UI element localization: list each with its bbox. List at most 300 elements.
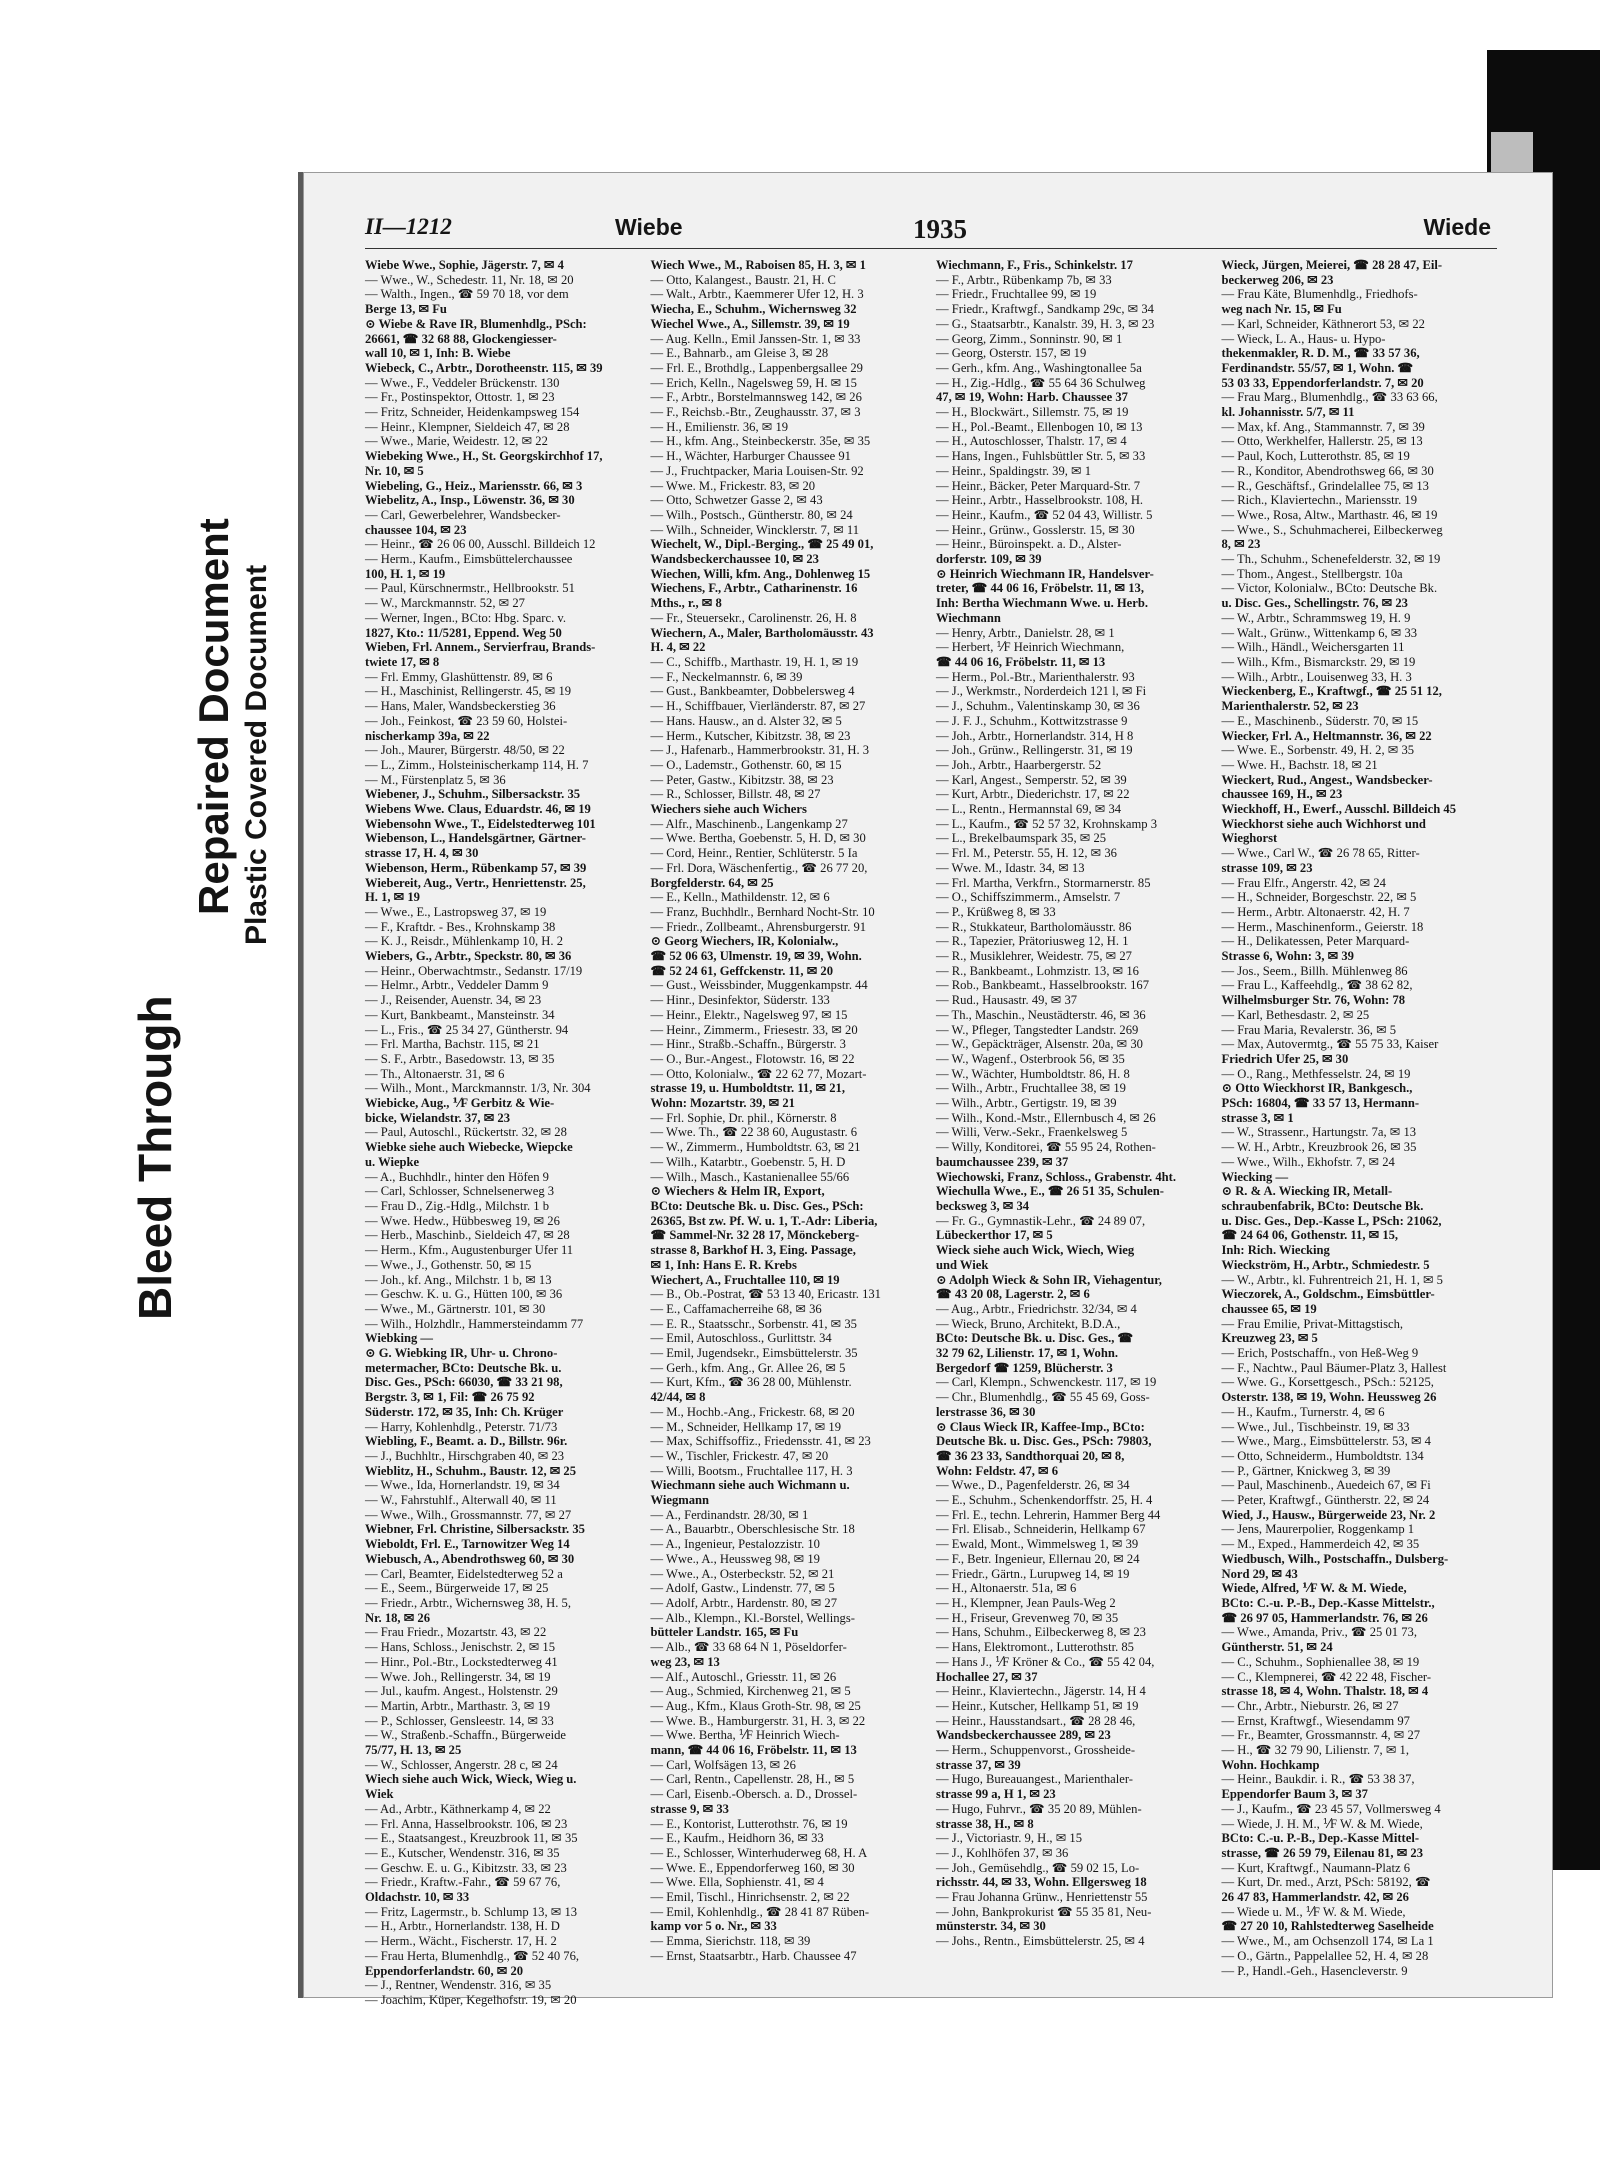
directory-entry-line: ⊙ G. Wiebking IR, Uhr- u. Chrono- xyxy=(365,1346,558,1361)
directory-entry-line: — L., Brekelbaumspark 35, ✉ 25 xyxy=(936,831,1107,846)
directory-entry-line: — H., Arbtr., Hornerlandstr. 138, H. D xyxy=(365,1919,560,1934)
directory-entry-line: twiete 17, ✉ 8 xyxy=(365,654,440,669)
directory-entry-line: — W., Arbtr., Schrammsweg 19, H. 9 xyxy=(1221,610,1411,625)
directory-entry-line: Wieghorst xyxy=(1221,831,1278,846)
directory-entry-line: — R., Musiklehrer, Weidestr. 75, ✉ 27 xyxy=(936,949,1132,964)
directory-entry-line: — Georg, Zimm., Sonninstr. 90, ✉ 1 xyxy=(936,331,1123,346)
directory-entry-line: — Carl, Rentn., Capellenstr. 28, H., ✉ 5 xyxy=(650,1772,855,1787)
directory-entry-line: — Harry, Kohlenhdlg., Peterstr. 71/73 xyxy=(365,1419,558,1434)
directory-entry-line: — M., Hochb.-Ang., Frickestr. 68, ✉ 20 xyxy=(650,1404,855,1419)
directory-entry-line: strasse 38, H., ✉ 8 xyxy=(936,1816,1034,1831)
directory-entry-line: — L., Zimm., Holsteinischerkamp 114, H. 7 xyxy=(365,757,589,772)
directory-entry-line: — H., Schiffbauer, Vierländerstr. 87, ✉ 27 xyxy=(650,699,866,714)
directory-entry-line: — Herm., Pol.-Btr., Marienthalerstr. 93 xyxy=(936,669,1135,684)
label-plastic-covered-document: Plastic Covered Document xyxy=(240,564,273,945)
directory-entry-line: PSch: 16804, ☎ 33 57 13, Hermann- xyxy=(1221,1096,1420,1111)
directory-entry-line: Borgfelderstr. 64, ✉ 25 xyxy=(650,875,774,890)
directory-entry-line: nischerkamp 39a, ✉ 22 xyxy=(365,728,490,743)
directory-entry-line: — Wwe., A., Osterbeckstr. 52, ✉ 21 xyxy=(650,1566,835,1581)
directory-entry-line: strasse 3, ✉ 1 xyxy=(1221,1110,1294,1125)
directory-entry-line: ☎ 52 06 63, Ulmenstr. 19, ✉ 39, Wohn. xyxy=(650,949,862,964)
directory-entry-line: — E., Staatsangest., Kreuzbrook 11, ✉ 35 xyxy=(365,1831,578,1846)
directory-entry-line: — H., Klempner, Jean Pauls-Weg 2 xyxy=(936,1595,1116,1610)
directory-entry-line: — Wwe., Wilh., Ekhofstr. 7, ✉ 24 xyxy=(1221,1154,1395,1169)
directory-entry-line: Wohn: Feldstr. 47, ✉ 6 xyxy=(936,1463,1059,1478)
directory-entry-line: Süderstr. 172, ✉ 35, Inh: Ch. Krüger xyxy=(365,1404,564,1419)
directory-entry-line: — Walt., Arbtr., Kaemmerer Ufer 12, H. 3 xyxy=(650,287,864,302)
directory-entry-line: — L., Kaufm., ☎ 52 57 32, Krohnskamp 3 xyxy=(936,816,1158,831)
directory-entry-line: — E., Schlosser, Winterhuderweg 68, H. A xyxy=(650,1845,868,1860)
directory-entry-line: — Wwe., M., am Ochsenzoll 174, ✉ La 1 xyxy=(1221,1934,1434,1949)
directory-entry-line: — Wilh., Masch., Kastanienallee 55/66 xyxy=(650,1169,850,1184)
directory-entry-line: — Karl, Schneider, Käthnerort 53, ✉ 22 xyxy=(1221,316,1425,331)
directory-entry-line: — Adolf, Arbtr., Hardenstr. 80, ✉ 27 xyxy=(650,1595,838,1610)
directory-entry-line: Ferdinandstr. 55/57, ✉ 1, Wohn. ☎ xyxy=(1221,360,1414,375)
directory-entry-line: bütteler Landstr. 165, ✉ Fu xyxy=(650,1625,799,1640)
directory-entry-line: — Friedr., Kraftw.-Fahr., ☎ 59 67 76, xyxy=(365,1875,561,1890)
directory-entry-line: — R., Schlosser, Billstr. 48, ✉ 27 xyxy=(650,787,821,802)
directory-entry-line: — Chr., Arbtr., Nieburstr. 26, ✉ 27 xyxy=(1221,1698,1399,1713)
directory-entry-line: — Frl. Emmy, Glashüttenstr. 89, ✉ 6 xyxy=(365,669,553,684)
directory-entry-line: — K. J., Reisdr., Mühlenkamp 10, H. 2 xyxy=(365,934,563,949)
directory-entry-line: dorferstr. 109, ✉ 39 xyxy=(936,552,1042,567)
directory-entry-line: Osterstr. 138, ✉ 19, Wohn. Heussweg 26 xyxy=(1221,1390,1437,1405)
directory-entry-line: — Cord, Heinr., Rentier, Schlüterstr. 5 Ia xyxy=(650,846,858,861)
directory-entry-line: ⊙ Claus Wieck IR, Kaffee-Imp., BCto: xyxy=(936,1419,1145,1434)
directory-entry-line: — R., Bankbeamt., Lohmzistr. 13, ✉ 16 xyxy=(936,963,1139,978)
directory-entry-line: Wiechern, A., Maler, Bartholomäusstr. 43 xyxy=(650,625,874,640)
directory-entry-line: — Heinr., Bäcker, Peter Marquard-Str. 7 xyxy=(936,478,1141,493)
directory-entry-line: — Joh., Arbtr., Haarbergerstr. 52 xyxy=(936,757,1102,772)
directory-entry-line: Wiede, Alfred, ⅟F W. & M. Wiede, xyxy=(1221,1581,1407,1596)
directory-entry-line: — Wieck, Bruno, Architekt, B.D.A., xyxy=(936,1316,1121,1331)
directory-entry-line: kamp vor 5 o. Nr., ✉ 33 xyxy=(650,1919,777,1934)
directory-entry-line: — Herbert, ⅟F Heinrich Wiechmann, xyxy=(936,640,1125,655)
directory-entry-line: 32 79 62, Lilienstr. 17, ✉ 1, Wohn. xyxy=(936,1346,1118,1361)
directory-entry-line: — Herm., Wächt., Fischerstr. 17, H. 2 xyxy=(365,1934,557,1949)
directory-entry-line: Wiecker, Frl. A., Heltmannstr. 36, ✉ 22 xyxy=(1221,728,1432,743)
directory-entry-line: — Herb., Maschinb., Sieldeich 47, ✉ 28 xyxy=(365,1228,570,1243)
directory-entry-line: Wieblitz, H., Schuhm., Baustr. 12, ✉ 25 xyxy=(365,1463,577,1478)
directory-entry-line: — Frl. Sophie, Dr. phil., Körnerstr. 8 xyxy=(650,1110,837,1125)
directory-entry-line: und Wiek xyxy=(936,1257,989,1272)
directory-entry-line: — Wwe. H., Bachstr. 18, ✉ 21 xyxy=(1221,757,1378,772)
directory-entry-line: Wiebking — xyxy=(365,1331,434,1346)
directory-entry-line: — Gust., Bankbeamter, Dobbelersweg 4 xyxy=(650,684,855,699)
directory-entry-line: Oldachstr. 10, ✉ 33 xyxy=(365,1890,470,1905)
directory-entry-line: — E., Kontorist, Lutterothstr. 76, ✉ 19 xyxy=(650,1816,848,1831)
directory-entry-line: — Heinr., Baukdir. i. R., ☎ 53 38 37, xyxy=(1221,1772,1415,1787)
directory-entry-line: — Frau L., Kaffeehdlg., ☎ 38 62 82, xyxy=(1221,978,1413,993)
directory-entry-line: Wiebens Wwe. Claus, Eduardstr. 46, ✉ 19 xyxy=(365,802,591,817)
directory-entry-line: — H., Zig.-Hdlg., ☎ 55 64 36 Schulweg xyxy=(936,375,1146,390)
directory-entry-line: mann, ☎ 44 06 16, Fröbelstr. 11, ✉ 13 xyxy=(650,1743,857,1758)
directory-entry-line: — Carl, Beamter, Eidelstedterweg 52 a xyxy=(365,1566,563,1581)
directory-entry-line: Bergedorf ☎ 1259, Blücherstr. 3 xyxy=(936,1360,1113,1375)
directory-entry-line: — Joh., Maurer, Bürgerstr. 48/50, ✉ 22 xyxy=(365,743,565,758)
directory-entry-line: Hochallee 27, ✉ 37 xyxy=(936,1669,1038,1684)
directory-entry-line: — H., ☎ 32 79 90, Lilienstr. 7, ✉ 1, xyxy=(1221,1743,1410,1758)
directory-entry-line: chaussee 169, H., ✉ 23 xyxy=(1221,787,1343,802)
column-3 xyxy=(936,258,1212,1958)
directory-entry-line: — Wwe., S., Schuhmacherei, Eilbeckerweg xyxy=(1221,522,1443,537)
directory-entry-line: Wiechen, Willi, kfm. Ang., Dohlenweg 15 xyxy=(650,566,871,581)
directory-entry-line: Wohn: Mozartstr. 39, ✉ 21 xyxy=(650,1096,795,1111)
directory-entry-line: — P., Gärtner, Knickweg 3, ✉ 39 xyxy=(1221,1463,1391,1478)
directory-entry-line: strasse 8, Barkhof H. 3, Eing. Passage, xyxy=(650,1243,856,1258)
directory-entry-line: — W., Gepäckträger, Alsenstr. 20a, ✉ 30 xyxy=(936,1037,1143,1052)
directory-entry-line: Wiebenson, L., Handelsgärtner, Gärtner- xyxy=(365,831,586,846)
directory-entry-line: — Victor, Kolonialw., BCto: Deutsche Bk. xyxy=(1221,581,1438,596)
directory-entry-line: bicke, Wielandstr. 37, ✉ 23 xyxy=(365,1110,511,1125)
directory-entry-line: Wiechert, A., Fruchtallee 110, ✉ 19 xyxy=(650,1272,840,1287)
header-year: 1935 xyxy=(913,214,967,244)
directory-entry-line: — John, Bankprokurist ☎ 55 35 81, Neu- xyxy=(936,1904,1152,1919)
directory-entry-line: Wiechulla Wwe., E., ☎ 26 51 35, Schulen- xyxy=(936,1184,1164,1199)
directory-entry-line: — H., Blockwärt., Sillemstr. 75, ✉ 19 xyxy=(936,405,1129,420)
directory-entry-line: — Frl. M., Peterstr. 55, H. 12, ✉ 36 xyxy=(936,846,1117,861)
directory-entry-line: Wieben, Frl. Annem., Servierfrau, Brands- xyxy=(365,640,596,655)
directory-entry-line: — L., Fris., ☎ 25 34 27, Güntherstr. 94 xyxy=(365,1022,569,1037)
directory-entry-line: — C., Schiffb., Marthastr. 19, H. 1, ✉ 19 xyxy=(650,654,859,669)
directory-entry-line: — W., Arbtr., kl. Fuhrentreich 21, H. 1, ✉ 5 xyxy=(1221,1272,1443,1287)
directory-entry-line: Wiebensohn Wwe., T., Eidelstedterweg 101 xyxy=(365,816,596,831)
directory-entry-line: — J., Victoriastr. 9, H., ✉ 15 xyxy=(936,1831,1082,1846)
directory-entry-line: — S. F., Arbtr., Basedowstr. 13, ✉ 35 xyxy=(365,1051,555,1066)
directory-entry-line: 8, ✉ 23 xyxy=(1221,537,1261,552)
directory-entry-line: BCto: C.-u. P.-B., Dep.-Kasse Mittelstr., xyxy=(1221,1595,1435,1610)
directory-entry-line: Marienthalerstr. 52, ✉ 23 xyxy=(1221,699,1359,714)
directory-entry-line: — Heinr., Zimmerm., Friesestr. 33, ✉ 20 xyxy=(650,1022,858,1037)
directory-entry-line: — Th., Maschin., Neustädterstr. 46, ✉ 36 xyxy=(936,1007,1146,1022)
directory-entry-line: — Wwe. M., Idastr. 34, ✉ 13 xyxy=(936,860,1085,875)
side-labels xyxy=(120,60,300,1320)
directory-entry-line: — Otto, Werkhelfer, Hallerstr. 25, ✉ 13 xyxy=(1221,434,1423,449)
directory-entry-line: — E., Bahnarb., am Gleise 3, ✉ 28 xyxy=(650,346,829,361)
directory-entry-line: strasse 37, ✉ 39 xyxy=(936,1757,1021,1772)
directory-entry-line: — Frau Friedr., Mozartstr. 43, ✉ 22 xyxy=(365,1625,547,1640)
directory-entry-line: — M., Schneider, Hellkamp 17, ✉ 19 xyxy=(650,1419,842,1434)
directory-entry-line: ⊙ Wiechers & Helm IR, Export, xyxy=(650,1184,825,1199)
directory-entry-line: — Wilh., Holzhdlr., Hammersteindamm 77 xyxy=(365,1316,584,1331)
directory-entry-line: — Ernst, Staatsarbtr., Harb. Chaussee 47 xyxy=(650,1948,857,1963)
directory-entry-line: Wieck siehe auch Wick, Wiech, Wieg xyxy=(936,1243,1135,1258)
directory-entry-line: Mths., r., ✉ 8 xyxy=(650,596,722,611)
directory-entry-line: — Wwe., Marg., Eimsbüttelerstr. 53, ✉ 4 xyxy=(1221,1434,1431,1449)
directory-entry-line: — Frau Herta, Blumenhdlg., ☎ 52 40 76, xyxy=(365,1948,580,1963)
directory-entry-line: — Hinr., Pol.-Btr., Lockstedterweg 41 xyxy=(365,1654,558,1669)
directory-entry-line: — Frl. E., Brothdlg., Lappenbergsallee 29 xyxy=(650,360,863,375)
directory-entry-line: — P., Handl.-Geh., Hasencleverstr. 9 xyxy=(1221,1963,1408,1978)
directory-entry-line: H. 4, ✉ 22 xyxy=(650,640,706,655)
directory-entry-line: — Wieck, L. A., Haus- u. Hypo- xyxy=(1221,331,1386,346)
directory-entry-line: — L., Rentn., Hermannstal 69, ✉ 34 xyxy=(936,802,1122,817)
directory-entry-line: — Max, Schiffsoffiz., Friedensstr. 41, ✉ 23 xyxy=(650,1434,871,1449)
directory-entry-line: — Walt., Grünw., Wittenkamp 6, ✉ 33 xyxy=(1221,625,1418,640)
directory-entry-line: — J., Schuhm., Valentinskamp 30, ✉ 36 xyxy=(936,699,1140,714)
directory-entry-line: — Wwe., A., Heussweg 98, ✉ 19 xyxy=(650,1551,820,1566)
directory-entry-line: — R., Konditor, Abendrothsweg 66, ✉ 30 xyxy=(1221,463,1434,478)
directory-entry-line: — O., Bur.-Angest., Flotowstr. 16, ✉ 22 xyxy=(650,1051,855,1066)
directory-entry-line: — Martin, Arbtr., Marthastr. 3, ✉ 19 xyxy=(365,1698,551,1713)
directory-entry-line: — Joh., Arbtr., Hornerlandstr. 314, H 8 xyxy=(936,728,1134,743)
directory-entry-line: Wieckhoff, H., Ewerf., Ausschl. Billdeich 45 xyxy=(1221,802,1457,817)
directory-entry-line: — Max, Autovermtg., ☎ 55 75 33, Kaiser xyxy=(1221,1037,1439,1052)
directory-entry-line: BCto: C.-u. P.-B., Dep.-Kasse Mittel- xyxy=(1221,1831,1420,1846)
directory-entry-line: Wiecha, E., Schuhm., Wichernsweg 32 xyxy=(650,302,857,317)
directory-entry-line: Strasse 6, Wohn: 3, ✉ 39 xyxy=(1221,949,1354,964)
directory-entry-line: — Gerh., kfm. Ang., Gr. Allee 26, ✉ 5 xyxy=(650,1360,846,1375)
directory-entry-line: — Frl. Anna, Hasselbrookstr. 106, ✉ 23 xyxy=(365,1816,568,1831)
directory-entry-line: — Wwe. M., Frickestr. 83, ✉ 20 xyxy=(650,478,816,493)
directory-entry-line: Wiechelt, W., Dipl.-Berging., ☎ 25 49 01, xyxy=(650,537,874,552)
directory-entry-line: Wiechowski, Franz, Schloss., Grabenstr. 4ht. xyxy=(936,1169,1177,1184)
directory-entry-line: — Heinr., ☎ 26 06 00, Ausschl. Billdeich 12 xyxy=(365,537,596,552)
directory-entry-line: Güntherstr. 51, ✉ 24 xyxy=(1221,1640,1333,1655)
directory-entry-line: — Heinr., Oberwachtmstr., Sedanstr. 17/19 xyxy=(365,963,583,978)
directory-entry-line: Wieckert, Rud., Angest., Wandsbecker- xyxy=(1221,772,1433,787)
directory-entry-line: — Paul, Koch, Lutterothstr. 85, ✉ 19 xyxy=(1221,449,1410,464)
directory-entry-line: — Frl. Elisab., Schneiderin, Hellkamp 67 xyxy=(936,1522,1146,1537)
directory-entry-line: — Wilh., Postsch., Güntherstr. 80, ✉ 24 xyxy=(650,507,853,522)
directory-entry-line: — M., Exped., Hammerdeich 42, ✉ 35 xyxy=(1221,1537,1420,1552)
directory-entry-line: — Fritz, Lagermstr., b. Schlump 13, ✉ 13 xyxy=(365,1904,578,1919)
directory-entry-line: Wiebenson, Herm., Rübenkamp 57, ✉ 39 xyxy=(365,860,587,875)
directory-entry-line: ⊙ Heinrich Wiechmann IR, Handelsver- xyxy=(936,566,1154,581)
directory-entry-line: — Hinr., Straßb.-Schaffn., Bürgerstr. 3 xyxy=(650,1037,846,1052)
directory-entry-line: — Herm., Kaufm., Eimsbüttelerchaussee xyxy=(365,552,573,567)
directory-entry-line: — Wwe. E., Sorbenstr. 49, H. 2, ✉ 35 xyxy=(1221,743,1415,758)
directory-entry-line: — Wwe., Marie, Weidestr. 12, ✉ 22 xyxy=(365,434,548,449)
directory-entry-line: Wiechel Wwe., A., Sillemstr. 39, ✉ 19 xyxy=(650,316,850,331)
directory-entry-line: — Jos., Seem., Billh. Mühlenweg 86 xyxy=(1221,963,1408,978)
directory-entry-line: — Hans J., ⅟F Kröner & Co., ☎ 55 42 04, xyxy=(936,1654,1155,1669)
directory-entry-line: — Willy, Konditorei, ☎ 55 95 24, Rothen- xyxy=(936,1140,1156,1155)
directory-entry-line: ⊙ Otto Wieckhorst IR, Bankgesch., xyxy=(1221,1081,1413,1096)
directory-entry-line: — Frau Johanna Grünw., Henriettenstr 55 xyxy=(936,1890,1148,1905)
directory-entry-line: — Joh., kf. Ang., Milchstr. 1 b, ✉ 13 xyxy=(365,1272,552,1287)
directory-entry-line: — Fr. G., Gymnastik-Lehr., ☎ 24 89 07, xyxy=(936,1213,1146,1228)
directory-entry-line: ☎ 44 06 16, Fröbelstr. 11, ✉ 13 xyxy=(936,654,1106,669)
directory-entry-line: — J., Reisender, Auenstr. 34, ✉ 23 xyxy=(365,993,542,1008)
directory-entry-line: — E., Kaufm., Heidhorn 36, ✉ 33 xyxy=(650,1831,824,1846)
directory-entry-line: Eppendorfer Baum 3, ✉ 37 xyxy=(1221,1787,1368,1802)
directory-entry-line: — Wwe., E., Lastropsweg 37, ✉ 19 xyxy=(365,904,547,919)
directory-entry-line: — Wiede u. M., ⅟F W. & M. Wiede, xyxy=(1221,1904,1406,1919)
directory-entry-line: — Wwe., F., Veddeler Brückenstr. 130 xyxy=(365,375,560,390)
directory-entry-line: 26365, Bst zw. Pf. W. u. 1, T.-Adr: Liberia, xyxy=(650,1213,878,1228)
directory-entry-line: — Herm., Kfm., Augustenburger Ufer 11 xyxy=(365,1243,574,1258)
directory-entry-line: — W., Wächter, Humboldtstr. 86, H. 8 xyxy=(936,1066,1130,1081)
directory-entry-line: — Frau Elfr., Angerstr. 42, ✉ 24 xyxy=(1221,875,1386,890)
page-header xyxy=(365,208,1497,249)
directory-entry-line: Wieckhorst siehe auch Wichhorst und xyxy=(1221,816,1426,831)
directory-entry-line: u. Disc. Ges., Schellingstr. 76, ✉ 23 xyxy=(1221,596,1408,611)
directory-entry-line: — J., Hafenarb., Hammerbrookstr. 31, H. 3 xyxy=(650,743,870,758)
directory-entry-line: — Wilh., Arbtr., Louisenweg 33, H. 3 xyxy=(1221,669,1412,684)
directory-entry-line: — Wwe., Amanda, Priv., ☎ 25 01 73, xyxy=(1221,1625,1417,1640)
directory-entry-line: — Geschw. K. u. G., Hütten 100, ✉ 36 xyxy=(365,1287,563,1302)
directory-entry-line: 26 47 83, Hammerlandstr. 42, ✉ 26 xyxy=(1221,1890,1409,1905)
directory-entry-line: — Thom., Angest., Stellbergstr. 10a xyxy=(1221,566,1403,581)
directory-entry-line: — Kurt, Arbtr., Diederichstr. 17, ✉ 22 xyxy=(936,787,1130,802)
directory-entry-line: Wiechmann, F., Fris., Schinkelstr. 17 xyxy=(936,258,1133,272)
directory-entry-line: — Otto, Kalangest., Baustr. 21, H. C xyxy=(650,272,836,287)
directory-entry-line: Wiebke siehe auch Wiebecke, Wiepcke xyxy=(365,1140,573,1155)
directory-entry-line: — Herm., Maschinenform., Geierstr. 18 xyxy=(1221,919,1424,934)
directory-entry-line: — Jul., kaufm. Angest., Holstenstr. 29 xyxy=(365,1684,558,1699)
directory-entry-line: Wiechers siehe auch Wichers xyxy=(650,802,807,817)
directory-entry-line: — E., Maschinenb., Süderstr. 70, ✉ 15 xyxy=(1221,713,1419,728)
directory-entry-line: — Joh., Feinkost, ☎ 23 59 60, Holstei- xyxy=(365,713,568,728)
directory-entry-line: — Kurt, Bankbeamt., Mansteinstr. 34 xyxy=(365,1007,555,1022)
directory-entry-line: chaussee 65, ✉ 19 xyxy=(1221,1301,1317,1316)
directory-entry-line: — R., Stukkateur, Bartholomäusstr. 86 xyxy=(936,919,1132,934)
directory-entry-line: strasse 9, ✉ 33 xyxy=(650,1801,729,1816)
directory-entry-line: — O., Gärtn., Pappelallee 52, H. 4, ✉ 28 xyxy=(1221,1948,1429,1963)
directory-entry-line: Wiebicke, Aug., ⅟F Gerbitz & Wie- xyxy=(365,1096,555,1111)
directory-entry-line: — H., Altonaerstr. 51a, ✉ 6 xyxy=(936,1581,1077,1596)
directory-entry-line: — Walth., Ingen., ☎ 59 70 18, vor dem xyxy=(365,287,569,302)
directory-entry-line: — H., Maschinist, Rellingerstr. 45, ✉ 19 xyxy=(365,684,572,699)
directory-entry-line: — F., Arbtr., Borstelmannsweg 142, ✉ 26 xyxy=(650,390,862,405)
directory-entry-line: — F., Neckelmannstr. 6, ✉ 39 xyxy=(650,669,803,684)
directory-entry-line: Wiecking — xyxy=(1221,1169,1289,1184)
directory-entry-line: — Peter, Gastw., Kibitzstr. 38, ✉ 23 xyxy=(650,772,834,787)
directory-entry-line: — Franz, Buchhdlr., Bernhard Nocht-Str. 10 xyxy=(650,904,875,919)
directory-entry-line: — A., Buchhdlr., hinter den Höfen 9 xyxy=(365,1169,549,1184)
directory-entry-line: — E., Seem., Bürgerweide 17, ✉ 25 xyxy=(365,1581,549,1596)
directory-entry-line: — Wwe. Hedw., Hübbesweg 19, ✉ 26 xyxy=(365,1213,560,1228)
directory-entry-line: — Wwe., M., Gärtnerstr. 101, ✉ 30 xyxy=(365,1301,546,1316)
directory-entry-line: — F., Nachtw., Paul Bäumer-Platz 3, Hallest xyxy=(1221,1360,1447,1375)
directory-entry-line: — Wilh., Schneider, Wincklerstr. 7, ✉ 11 xyxy=(650,522,860,537)
directory-entry-line: — W., Pfleger, Tangstedter Landstr. 269 xyxy=(936,1022,1139,1037)
directory-entry-line: strasse 18, ✉ 4, Wohn. Thalstr. 18, ✉ 4 xyxy=(1221,1684,1429,1699)
directory-entry-line: — Emma, Sierichstr. 118, ✉ 39 xyxy=(650,1934,811,1949)
directory-entry-line: — Peter, Kraftwgf., Güntherstr. 22, ✉ 24 xyxy=(1221,1493,1430,1508)
directory-entry-line: — Otto, Kolonialw., ☎ 22 62 77, Mozart- xyxy=(650,1066,867,1081)
directory-entry-line: — Frl. E., techn. Lehrerin, Hammer Berg 44 xyxy=(936,1507,1161,1522)
directory-entry-line: — Henry, Arbtr., Danielstr. 28, ✉ 1 xyxy=(936,625,1115,640)
directory-entry-line: — Alb., ☎ 33 68 64 N 1, Pöseldorfer- xyxy=(650,1640,847,1655)
directory-entry-line: — Georg, Osterstr. 157, ✉ 19 xyxy=(936,346,1087,361)
directory-entry-line: — Emil, Kohlenhdlg., ☎ 28 41 87 Rüben- xyxy=(650,1904,870,1919)
directory-entry-line: Wiebeling, G., Heiz., Mariensstr. 66, ✉ 3 xyxy=(365,478,583,493)
directory-entry-line: — G., Staatsarbtr., Kanalstr. 39, H. 3, ✉ 23 xyxy=(936,316,1155,331)
directory-entry-line: Berge 13, ✉ Fu xyxy=(365,302,447,317)
directory-entry-line: treter, ☎ 44 06 16, Fröbelstr. 11, ✉ 13, xyxy=(936,581,1145,596)
directory-entry-line: Wandsbeckerchaussee 10, ✉ 23 xyxy=(650,552,819,567)
directory-entry-line: — W., Strassenr., Hartungstr. 7a, ✉ 13 xyxy=(1221,1125,1417,1140)
directory-entry-line: — J., Fruchtpacker, Maria Louisen-Str. 92 xyxy=(650,463,864,478)
directory-entry-line: — Friedr., Kraftwgf., Sandkamp 29c, ✉ 34 xyxy=(936,302,1154,317)
directory-entry-line: Nr. 10, ✉ 5 xyxy=(365,463,424,478)
directory-entry-line: — Frl. Dora, Wäschenfertig., ☎ 26 77 20, xyxy=(650,860,868,875)
directory-entry-line: — Jens, Maurerpolier, Roggenkamp 1 xyxy=(1221,1522,1415,1537)
directory-entry-line: — Joachim, Küper, Kegelhofstr. 19, ✉ 20 xyxy=(365,1992,577,2007)
directory-entry-line: — Wilh., Katarbtr., Goebenstr. 5, H. D xyxy=(650,1154,846,1169)
directory-entry-line: weg nach Nr. 15, ✉ Fu xyxy=(1221,302,1342,317)
directory-entry-line: — R., Tapezier, Prätoriusweg 12, H. 1 xyxy=(936,934,1129,949)
directory-entry-line: ☎ 52 24 61, Geffckenstr. 11, ✉ 20 xyxy=(650,963,833,978)
directory-entry-line: wall 10, ✉ 1, Inh: B. Wiebe xyxy=(365,346,511,361)
directory-entry-line: Wiech Wwe., M., Raboisen 85, H. 3, ✉ 1 xyxy=(650,258,866,272)
directory-entry-line: — Wwe. Joh., Rellingerstr. 34, ✉ 19 xyxy=(365,1669,551,1684)
directory-entry-line: weg 23, ✉ 13 xyxy=(650,1654,720,1669)
directory-entry-line: — Frau Marg., Blumenhdlg., ☎ 33 63 66, xyxy=(1221,390,1438,405)
directory-entry-line: — Hans, Maler, Wandsbeckerstieg 36 xyxy=(365,699,556,714)
directory-entry-line: — M., Fürstenplatz 5, ✉ 36 xyxy=(365,772,506,787)
directory-entry-line: — Friedr., Zollbeamt., Ahrensburgerstr. 91 xyxy=(650,919,867,934)
directory-entry-line: — Wilh., Arbtr., Fruchtallee 38, ✉ 19 xyxy=(936,1081,1126,1096)
directory-entry-line: Wilhelmsburger Str. 76, Wohn: 78 xyxy=(1221,993,1406,1008)
directory-entry-line: — E., Caffamacherreihe 68, ✉ 36 xyxy=(650,1301,822,1316)
directory-entry-line: — Frl. Martha, Verkfrn., Stormarnerstr. 85 xyxy=(936,875,1151,890)
directory-entry-line: u. Wiepke xyxy=(365,1154,420,1169)
directory-entry-line: — Heinr., Grünw., Gosslerstr. 15, ✉ 30 xyxy=(936,522,1135,537)
directory-entry-line: chaussee 104, ✉ 23 xyxy=(365,522,467,537)
column-1 xyxy=(365,258,641,2007)
directory-entry-line: — Hans, Schuhm., Eilbeckerweg 8, ✉ 23 xyxy=(936,1625,1146,1640)
directory-entry-line: — Wwe., Carl W., ☎ 26 78 65, Ritter- xyxy=(1221,846,1420,861)
directory-entry-line: — C., Klempnerei, ☎ 42 22 48, Fischer- xyxy=(1221,1669,1432,1684)
directory-entry-line: — H., Delikatessen, Peter Marquard- xyxy=(1221,934,1410,949)
directory-entry-line: — H., Autoschlosser, Thalstr. 17, ✉ 4 xyxy=(936,434,1127,449)
directory-entry-line: — A., Bauarbtr., Oberschlesische Str. 18 xyxy=(650,1522,855,1537)
header-guide-word-left: Wiebe xyxy=(615,214,683,240)
directory-entry-line: — H., Schneider, Borgeschstr. 22, ✉ 5 xyxy=(1221,890,1417,905)
directory-entry-line: — Carl, Gewerbelehrer, Wandsbecker- xyxy=(365,507,561,522)
directory-entry-line: — F., Betr. Ingenieur, Ellernau 20, ✉ 24 xyxy=(936,1551,1140,1566)
directory-entry-line: — Joh., Gemüsehdlg., ☎ 59 02 15, Lo- xyxy=(936,1860,1140,1875)
directory-entry-line: — H., kfm. Ang., Steinbeckerstr. 35e, ✉ 35 xyxy=(650,434,871,449)
directory-entry-line: — Erich, Postschaffn., von Heß-Weg 9 xyxy=(1221,1346,1419,1361)
directory-entry-line: — Werner, Ingen., BCto: Hbg. Sparc. v. xyxy=(365,610,566,625)
directory-entry-line: — W. H., Arbtr., Kreuzbrook 26, ✉ 35 xyxy=(1221,1140,1417,1155)
directory-entry-line: — Frau D., Zig.-Hdlg., Milchstr. 1 b xyxy=(365,1199,549,1213)
directory-entry-line: — H., Kaufm., Turnerstr. 4, ✉ 6 xyxy=(1221,1404,1385,1419)
directory-entry-line: — Wwe. B., Hamburgerstr. 31, H. 3, ✉ 22 xyxy=(650,1713,866,1728)
directory-entry-line: — Wwe., Jul., Tischbeinstr. 19, ✉ 33 xyxy=(1221,1419,1410,1434)
directory-entry-line: ☎ 36 23 33, Sandthorquai 20, ✉ 8, xyxy=(936,1448,1125,1463)
page-number: II—1212 xyxy=(365,214,452,239)
directory-entry-line: — Emil, Autoschloss., Gurlittstr. 34 xyxy=(650,1331,832,1346)
directory-entry-line: — Wwe., J., Gothenstr. 50, ✉ 15 xyxy=(365,1257,532,1272)
directory-entry-line: — Hinr., Desinfektor, Süderstr. 133 xyxy=(650,993,830,1008)
directory-entry-line: 47, ✉ 19, Wohn: Harb. Chaussee 37 xyxy=(936,390,1128,405)
directory-entry-line: strasse, ☎ 26 59 79, Eilenau 81, ✉ 23 xyxy=(1221,1845,1424,1860)
directory-entry-line: H. 1, ✉ 19 xyxy=(365,890,420,905)
column-4 xyxy=(1221,258,1498,1978)
directory-entry-line: — Ewald, Mont., Wimmelsweg 1, ✉ 39 xyxy=(936,1537,1139,1552)
directory-entry-line: u. Disc. Ges., Dep.-Kasse L, PSch: 21062, xyxy=(1221,1213,1442,1228)
directory-entry-line: — Hans, Elektromont., Lutterothstr. 85 xyxy=(936,1640,1134,1655)
directory-entry-line: Wiek xyxy=(365,1787,394,1802)
directory-entry-line: — Herm., Kutscher, Kibitzstr. 38, ✉ 23 xyxy=(650,728,851,743)
directory-entry-line: — Wwe. Th., ☎ 22 38 60, Augustastr. 6 xyxy=(650,1125,858,1140)
directory-entry-line: — Karl, Angest., Semperstr. 52, ✉ 39 xyxy=(936,772,1127,787)
directory-entry-line: Inh: Bertha Wiechmann Wwe. u. Herb. xyxy=(936,596,1149,611)
directory-entry-line: — E., Schuhm., Schenkendorffstr. 25, H. 4 xyxy=(936,1493,1153,1508)
directory-entry-line: strasse 99 a, H 1, ✉ 23 xyxy=(936,1787,1056,1802)
directory-entry-line: — Otto, Schwetzer Gasse 2, ✉ 43 xyxy=(650,493,823,508)
directory-entry-line: Wiebeking Wwe., H., St. Georgskirchhof 17, xyxy=(365,449,603,464)
directory-entry-line: — Chr., Blumenhdlg., ☎ 55 45 69, Goss- xyxy=(936,1390,1150,1405)
directory-entry-line: ☎ 43 20 08, Lagerstr. 2, ✉ 6 xyxy=(936,1287,1090,1302)
directory-entry-line: ⊙ Wiebe & Rave IR, Blumenhdlg., PSch: xyxy=(365,316,587,331)
directory-entry-line: 42/44, ✉ 8 xyxy=(650,1390,706,1405)
